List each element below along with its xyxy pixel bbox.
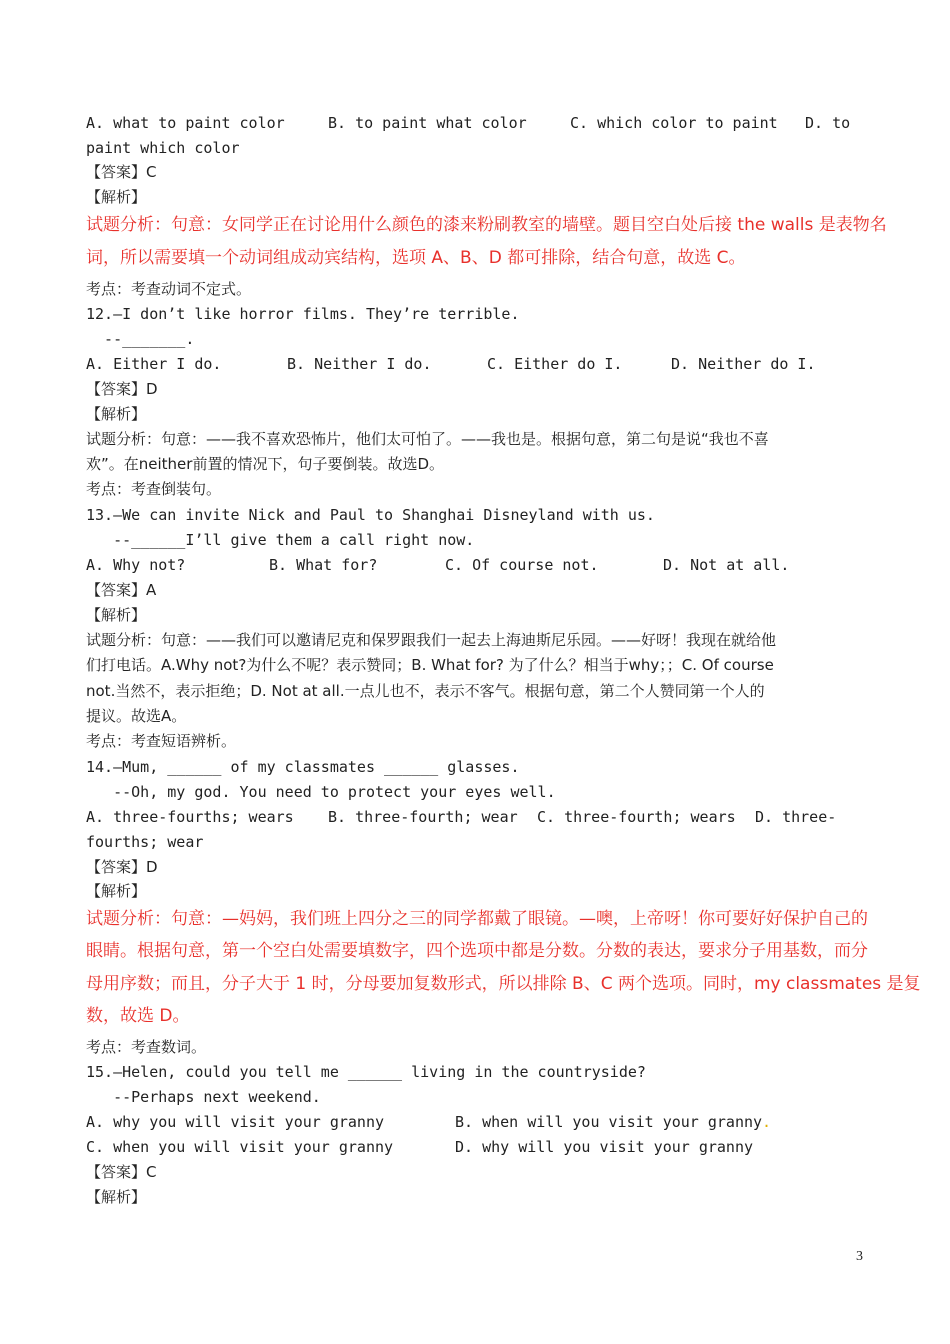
q12-stem-reply: --_______. bbox=[86, 330, 195, 348]
q15-analysis-label: 【解析】 bbox=[86, 1188, 147, 1206]
q12-option-b: B. Neither I do. bbox=[287, 355, 432, 373]
q12-answer: 【答案】D bbox=[86, 380, 158, 398]
q12-stem: 12.–I don’t like horror films. They’re terrible. bbox=[86, 305, 520, 323]
q13-kaodian: 考点：考查短语辨析。 bbox=[86, 732, 237, 750]
q13-answer: 【答案】A bbox=[86, 581, 157, 599]
q13-stem-reply: --______I’ll give them a call right now. bbox=[86, 531, 475, 549]
q12-analysis-line-1: 试题分析：句意：——我不喜欢恐怖片，他们太可怕了。——我也是。根据句意，第二句是说“我也不喜 bbox=[86, 430, 769, 448]
q11-analysis-label: 【解析】 bbox=[86, 188, 147, 206]
q11-option-d-cont: paint which color bbox=[86, 139, 240, 157]
q13-option-c: C. Of course not. bbox=[445, 556, 599, 574]
q13-analysis-line-2: 们打电话。A.Why not?为什么不呢？表示赞同；B. What for? 为了什么？相当于why；；C. Of course bbox=[86, 656, 774, 674]
q15-answer: 【答案】C bbox=[86, 1163, 157, 1181]
q13-option-d: D. Not at all. bbox=[663, 556, 790, 574]
q11-option-b: B. to paint what color bbox=[328, 114, 527, 132]
q11-analysis-line-2: 词，所以需要填一个动词组成动宾结构，选项 A、B、D 都可排除，结合句意，故选 C。 bbox=[86, 248, 746, 268]
q11-answer: 【答案】C bbox=[86, 163, 157, 181]
q14-analysis-line-1: 试题分析：句意：—妈妈，我们班上四分之三的同学都戴了眼镜。—噢，上帝呀！你可要好好保护自己的 bbox=[86, 909, 868, 929]
q12-option-c: C. Either do I. bbox=[487, 355, 623, 373]
q13-option-a: A. Why not? bbox=[86, 556, 186, 574]
q14-answer: 【答案】D bbox=[86, 858, 158, 876]
q12-analysis-label: 【解析】 bbox=[86, 405, 147, 423]
q14-option-b: B. three-fourth; wear bbox=[328, 808, 518, 826]
q15-option-d: D. why will you visit your granny bbox=[455, 1138, 754, 1156]
q14-stem: 14.–Mum, ______ of my classmates ______ glasses. bbox=[86, 758, 520, 776]
page-number: 3 bbox=[856, 1249, 863, 1264]
q14-kaodian: 考点：考查数词。 bbox=[86, 1038, 207, 1056]
q15-stem-reply: --Perhaps next weekend. bbox=[86, 1088, 321, 1106]
q14-option-d-cont: fourths; wear bbox=[86, 833, 204, 851]
q15-option-a: A. why you will visit your granny bbox=[86, 1113, 385, 1131]
q11-option-a: A. what to paint color bbox=[86, 114, 285, 132]
q15-option-b-text: B. when will you visit your granny bbox=[455, 1113, 763, 1131]
q13-stem: 13.–We can invite Nick and Paul to Shanghai Disneyland with us. bbox=[86, 506, 655, 524]
q11-kaodian: 考点：考查动词不定式。 bbox=[86, 280, 252, 298]
q12-analysis-line-2: 欢”。在neither前置的情况下，句子要倒装。故选D。 bbox=[86, 455, 445, 473]
q13-analysis-label: 【解析】 bbox=[86, 606, 147, 624]
yellow-dot-icon: . bbox=[762, 1113, 772, 1131]
q14-analysis-line-2: 眼睛。根据句意，第一个空白处需要填数字，四个选项中都是分数。分数的表达，要求分子用基数，而分 bbox=[86, 941, 868, 961]
q12-option-d: D. Neither do I. bbox=[671, 355, 816, 373]
q11-analysis-line-1: 试题分析：句意：女同学正在讨论用什么颜色的漆来粉刷教室的墙壁。题目空白处后接 the walls 是表物名 bbox=[86, 215, 887, 235]
q15-stem: 15.–Helen, could you tell me ______ living in the countryside? bbox=[86, 1063, 646, 1081]
q14-stem-reply: --Oh, my god. You need to protect your eyes well. bbox=[86, 783, 556, 801]
q11-option-c: C. which color to paint bbox=[570, 114, 778, 132]
q15-option-c: C. when you will visit your granny bbox=[86, 1138, 394, 1156]
q14-option-d: D. three- bbox=[755, 808, 837, 826]
q12-option-a: A. Either I do. bbox=[86, 355, 222, 373]
q14-analysis-line-3: 母用序数；而且，分子大于 1 时，分母要加复数形式，所以排除 B、C 两个选项。同时，my classmates 是复 bbox=[86, 974, 921, 994]
q13-analysis-line-1: 试题分析：句意：——我们可以邀请尼克和保罗跟我们一起去上海迪斯尼乐园。——好呀！我现在就给他 bbox=[86, 631, 777, 649]
q13-option-b: B. What for? bbox=[269, 556, 378, 574]
q14-option-c: C. three-fourth; wears bbox=[537, 808, 736, 826]
q14-option-a: A. three-fourths; wears bbox=[86, 808, 294, 826]
q13-analysis-line-3: not.当然不，表示拒绝；D. Not at all.一点儿也不，表示不客气。根据句意，第二个人赞同第一个人的 bbox=[86, 682, 765, 700]
q15-option-b bbox=[455, 1112, 771, 1132]
q14-analysis-label: 【解析】 bbox=[86, 882, 147, 900]
q14-analysis-line-4: 数，故选 D。 bbox=[86, 1006, 190, 1026]
q11-option-d: D. to bbox=[805, 114, 851, 132]
q12-kaodian: 考点：考查倒装句。 bbox=[86, 480, 222, 498]
q13-analysis-line-4: 提议。故选A。 bbox=[86, 707, 187, 725]
